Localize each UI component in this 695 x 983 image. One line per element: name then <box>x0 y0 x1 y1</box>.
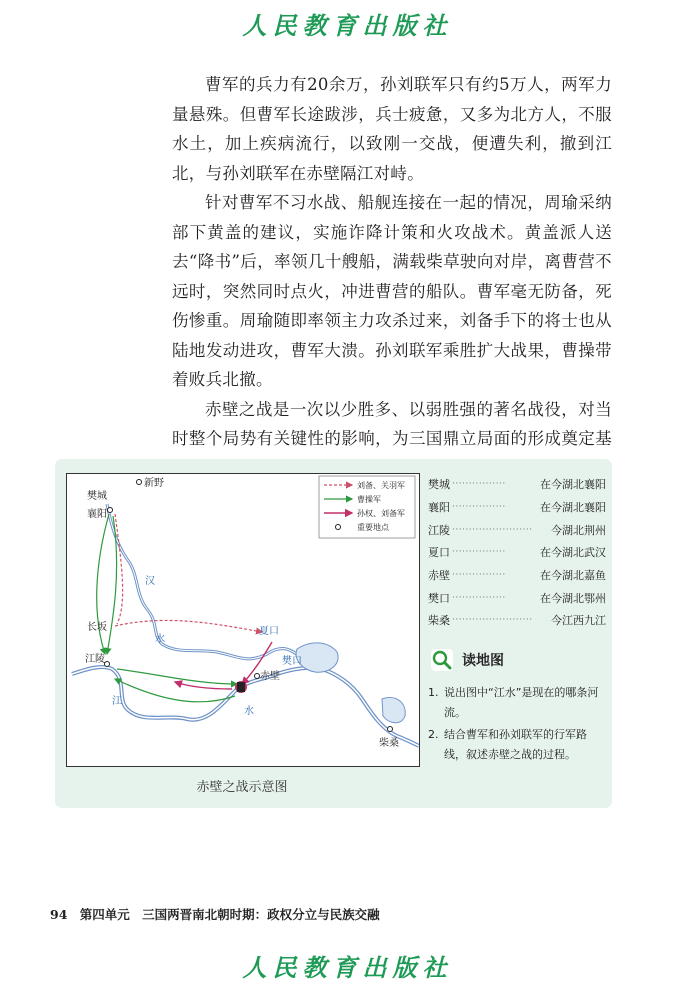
label-jiang-1: 江 <box>112 696 122 707</box>
paragraph-3: 赤壁之战是一次以少胜多、以弱胜强的著名战役，对当时整个局势有关键性的影响，为三国鼎立局面的形成奠定基 <box>172 399 612 448</box>
battle-map-svg <box>67 474 419 766</box>
leader-dots: ················ <box>452 570 506 581</box>
publisher-logo-bottom: 人民教育出版社 <box>242 953 453 982</box>
place-row <box>428 518 606 541</box>
legend-cao: 曹操军 <box>357 495 381 504</box>
question-text: 结合曹军和孙刘联军的行军路线，叙述赤壁之战的过程。 <box>444 728 587 761</box>
label-xiakou: 夏口 <box>259 626 279 637</box>
place-name: 樊城 <box>428 478 450 492</box>
place-glossary <box>428 473 606 632</box>
publisher-logo-top: 人民教育出版社 <box>242 11 453 40</box>
unit-title: 三国两晋南北朝时期：政权分立与民族交融 <box>142 907 380 922</box>
place-location: 在今湖北襄阳 <box>540 478 606 492</box>
place-row <box>428 586 606 609</box>
cao-route <box>117 669 237 684</box>
place-row <box>428 496 606 519</box>
leader-dots: ························ <box>452 615 533 626</box>
question-number: 1. <box>428 686 439 699</box>
label-fankou: 樊口 <box>282 656 302 667</box>
question-number: 2. <box>428 728 439 741</box>
label-jiangling: 江陵 <box>85 654 105 665</box>
label-jiang-2: 水 <box>244 706 254 717</box>
unit-label: 第四单元 <box>79 907 130 922</box>
cao-route <box>107 516 117 654</box>
page-number: 94 <box>50 907 68 922</box>
place-name: 襄阳 <box>428 501 450 515</box>
liu-guan-route <box>115 620 262 632</box>
page-footer <box>50 905 388 923</box>
label-han-1: 汉 <box>145 576 155 587</box>
battle-map <box>66 473 420 767</box>
fleet-marker <box>237 682 245 692</box>
leader-dots: ················ <box>452 502 506 513</box>
place-location: 在今湖北襄阳 <box>540 501 606 515</box>
question-item <box>428 683 608 723</box>
place-row <box>428 541 606 564</box>
question-item <box>428 725 608 765</box>
read-map-header <box>430 648 504 672</box>
chibi-marker <box>255 674 260 679</box>
cao-route <box>97 514 109 654</box>
place-name: 柴桑 <box>428 614 450 628</box>
label-chaisang: 柴桑 <box>379 738 399 749</box>
leader-dots: ················ <box>452 547 506 558</box>
leader-dots: ························ <box>452 524 533 535</box>
lake <box>382 698 405 723</box>
body-text <box>172 70 612 483</box>
read-map-title: 读地图 <box>462 653 504 669</box>
place-name: 赤壁 <box>428 569 450 583</box>
map-legend <box>319 476 415 538</box>
place-location: 在今湖北武汉 <box>540 546 606 560</box>
paragraph-1: 曹军的兵力有20余万，孙刘联军只有约5万人，两军力量悬殊。但曹军长途跋涉，兵士疲惫，又多为北方人，不服水土，加上疾病流行，以致刚一交战，便遭失利，撤到江北，与孙刘联军在赤壁隔江对峙。 <box>172 75 612 183</box>
place-name: 樊口 <box>428 591 450 605</box>
legend-places: 重要地点 <box>357 523 389 532</box>
label-changban: 长坂 <box>87 622 107 633</box>
place-location: 在今湖北鄂州 <box>540 591 606 605</box>
xiangyang-marker <box>108 508 113 513</box>
jiangling-marker <box>105 662 110 667</box>
place-name: 江陵 <box>428 523 450 537</box>
label-fancheng: 樊城 <box>87 491 107 502</box>
legend-sun-liu: 孙权、刘备军 <box>357 509 405 518</box>
xinye-marker <box>137 480 142 485</box>
place-row <box>428 564 606 587</box>
label-xiangyang: 襄阳 <box>87 509 107 520</box>
place-row <box>428 609 606 632</box>
paragraph-2: 针对曹军不习水战、船舰连接在一起的情况，周瑜采纳部下黄盖的建议，实施诈降计策和火攻战术。黄盖派人送去“降书”后，率领几十艘船，满载柴草驶向对岸，离曹营不远时，突然同时点火，冲进曹营的船队。曹军毫无防备，死伤惨重。周瑜随即率领主力攻杀过来，刘备手下的将士也从陆地发动进攻，曹军大溃。孙刘联军乘胜扩大战果，曹操带着败兵北撤。 <box>172 193 612 389</box>
legend-liu-guan: 刘备、关羽军 <box>357 481 405 490</box>
map-caption: 赤壁之战示意图 <box>196 780 288 795</box>
leader-dots: ················ <box>452 592 506 603</box>
place-location: 今湖北荆州 <box>551 523 606 537</box>
place-location: 今江西九江 <box>551 614 606 628</box>
place-location: 在今湖北嘉鱼 <box>540 569 606 583</box>
magnifier-icon <box>430 648 454 672</box>
place-name: 夏口 <box>428 546 450 560</box>
label-chibi: 赤壁 <box>260 671 280 682</box>
leader-dots: ················ <box>452 479 506 490</box>
question-text: 说出图中“江水”是现在的哪条河流。 <box>444 686 599 719</box>
place-row <box>428 473 606 496</box>
chaisang-marker <box>388 727 393 732</box>
label-xinye: 新野 <box>144 478 164 489</box>
question-list <box>428 683 608 767</box>
label-han-2: 水 <box>155 634 165 645</box>
